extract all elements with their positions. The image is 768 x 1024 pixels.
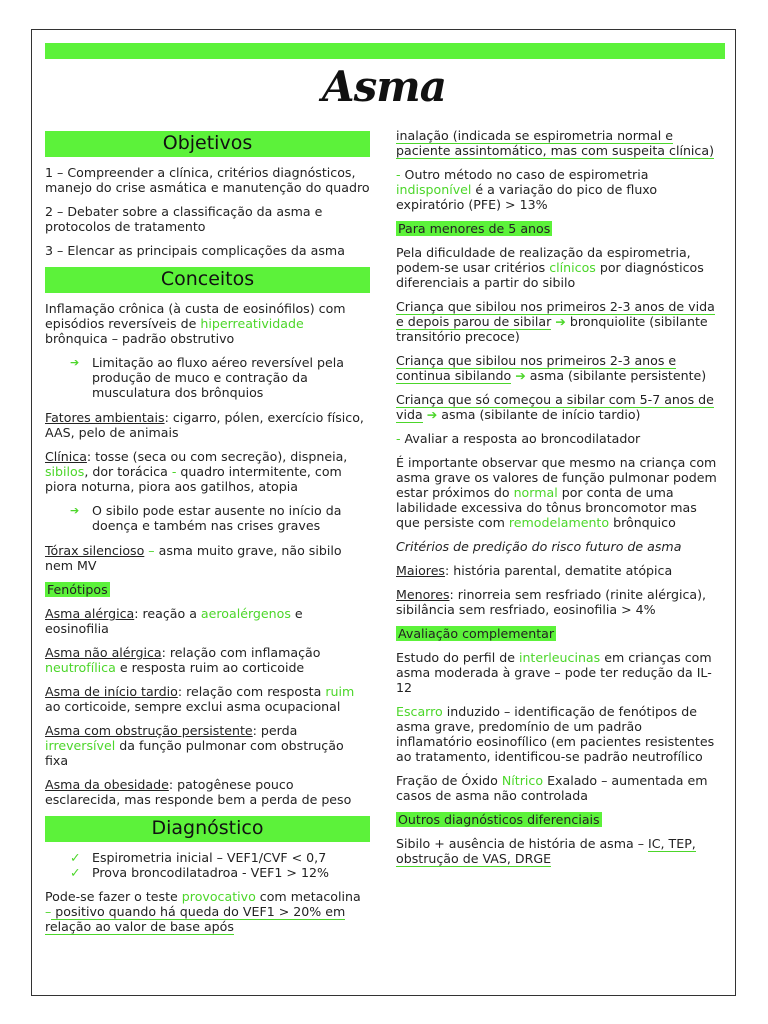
highlight: -: [396, 167, 401, 182]
text: Avaliar a resposta ao broncodilatador: [400, 431, 641, 446]
label: Clínica: [45, 449, 87, 464]
inalacao: [396, 128, 721, 158]
arrow-icon: ➔: [70, 356, 80, 369]
text: : história parental, dematite atópica: [445, 563, 673, 578]
text: : relação com resposta: [177, 684, 326, 699]
avaliar-resposta: [396, 431, 721, 446]
arrow-icon: ➔: [426, 407, 438, 422]
objetivo-3: 3 – Elencar as principais complicações da asma: [45, 243, 345, 258]
text: e resposta ruim ao corticoide: [115, 660, 305, 675]
crianca-transitorio: [396, 299, 721, 344]
label: Menores: [396, 587, 450, 602]
right-column: [396, 128, 721, 875]
text: Sibilo + ausência de história de asma –: [396, 836, 649, 851]
fenotipo-obesidade: [45, 777, 370, 807]
highlight: -: [171, 464, 177, 479]
text: : relação com inflamação: [161, 645, 321, 660]
highlight: clínicos: [549, 260, 596, 275]
underlined-text: positivo quando há queda do VEF1 > 20% em relação ao valor de base após: [45, 904, 346, 934]
interleucinas: [396, 650, 721, 695]
crianca-persistente: [396, 353, 721, 383]
crianca-tardio: [396, 392, 721, 422]
criterios-predicao: Critérios de predição do risco futuro de asma: [396, 539, 682, 554]
bullet-sibilo: [45, 503, 370, 533]
text: ao corticoide, sempre exclui asma ocupacional: [45, 699, 341, 714]
text: Pela dificuldade de realização da espirometria, podem-se usar critérios: [396, 245, 691, 275]
label: Asma da obesidade: [45, 777, 169, 792]
fenotipo-alergica: [45, 606, 370, 636]
highlight: –: [45, 904, 52, 919]
escarro-induzido: [396, 704, 721, 764]
conceito-inflamacao: [45, 301, 370, 346]
text: : tosse (seca ou com secreção), dispneia,: [86, 449, 348, 464]
objetivo-2: 2 – Debater sobre a classificação da asma e protocolos de tratamento: [45, 204, 323, 234]
highlight: provocativo: [181, 889, 256, 904]
text: Inflamação crônica (à custa de eosinófilos) com episódios reversíveis de: [45, 301, 346, 331]
highlight: irreversível: [45, 738, 116, 753]
text: brônquica – padrão obstrutivo: [45, 331, 235, 346]
fenotipo-inicio-tardio: [45, 684, 370, 714]
left-column: [45, 128, 370, 943]
text: induzido – identificação de fenótipos de asma grave, predomínio de um padrão inflamatório eosinofílico (em pacientes resistentes ao tratamento, identificou-se padrão neutrofílico: [396, 704, 715, 764]
clinica: [45, 449, 370, 494]
check-icon: ✓: [70, 850, 81, 865]
arrow-icon: ➔: [515, 368, 526, 383]
text: : reação a: [134, 606, 201, 621]
fenotipo-obstrucao: [45, 723, 370, 768]
text: Limitação ao fluxo aéreo reversível pela produção de muco e contração da musculatura dos brônquios: [92, 355, 344, 400]
text: É importante observar que mesmo na criança com asma grave os valores de função pulmonar podem estar próximos do: [396, 455, 717, 500]
menores-heading: [396, 221, 721, 236]
tag: Fenótipos: [47, 582, 108, 597]
highlight: –: [144, 543, 155, 558]
fatores-ambientais: [45, 410, 370, 440]
text: asma (sibilante persistente): [525, 368, 707, 383]
tag: Para menores de 5 anos: [398, 221, 551, 236]
oxido-nitrico: [396, 773, 721, 803]
teste-provocativo: [45, 889, 370, 934]
text: brônquico: [609, 515, 676, 530]
highlight: normal: [513, 485, 558, 500]
highlight: Nítrico: [501, 773, 544, 788]
dificuldade-espirometria: [396, 245, 721, 290]
fenotipo-nao-alergica: [45, 645, 370, 675]
text: da função pulmonar com obstrução fixa: [45, 738, 344, 768]
text: O sibilo pode estar ausente no início da doença e também nas crises graves: [92, 503, 342, 533]
text: quadro intermitente, com piora noturna, piora aos gatilhos, atopia: [45, 464, 342, 494]
check-icon: ✓: [70, 865, 81, 880]
label: Tórax silencioso: [45, 543, 145, 558]
text: , dor torácica: [84, 464, 172, 479]
diferenciais: [396, 836, 721, 866]
text: com metacolina: [255, 889, 361, 904]
underlined-text: Criança que só começou a sibilar com 5-7 anos de vida: [396, 392, 714, 422]
text: Fração de Óxido: [396, 773, 502, 788]
highlight: indisponível: [396, 182, 472, 197]
tag: Outros diagnósticos diferenciais: [398, 812, 600, 827]
page-title: Asma: [322, 62, 446, 111]
criterios-menores: [396, 587, 721, 617]
text: em crianças com asma moderada à grave – pode ter redução da IL-12: [396, 650, 712, 695]
text: asma (sibilante de início tardio): [437, 407, 641, 422]
text: bronquiolite (sibilante transitório precoce): [396, 314, 708, 344]
highlight: neutrofílica: [45, 660, 116, 675]
underlined-text: inalação (indicada se espirometria normal e paciente assintomático, mas com suspeita clínica): [396, 128, 714, 158]
label: Asma com obstrução persistente: [45, 723, 253, 738]
label: Asma de início tardio: [45, 684, 178, 699]
label: Asma não alérgica: [45, 645, 162, 660]
fenotipos-heading: [45, 582, 370, 597]
criterios-maiores: [396, 563, 721, 578]
highlight: ruim: [325, 684, 355, 699]
avaliacao-heading: [396, 626, 721, 641]
text: asma muito grave, não sibilo nem MV: [45, 543, 342, 573]
highlight: interleucinas: [518, 650, 601, 665]
label: Maiores: [396, 563, 445, 578]
check-espirometria: [45, 850, 370, 865]
arrow-icon: ➔: [555, 314, 566, 329]
importante-observar: [396, 455, 721, 530]
torax-silencioso: [45, 543, 370, 573]
text: : perda: [252, 723, 298, 738]
text: é a variação do pico de fluxo expiratório (PFE) > 13%: [396, 182, 658, 212]
section-diagnostico: Diagnóstico: [45, 816, 370, 842]
label: Asma alérgica: [45, 606, 135, 621]
tag: Avaliação complementar: [398, 626, 555, 641]
highlight: -: [396, 431, 401, 446]
bullet-limitacao: [45, 355, 370, 400]
text: Exalado – aumentada em casos de asma não controlada: [396, 773, 708, 803]
text: Prova broncodilatadroa - VEF1 > 12%: [92, 865, 329, 880]
text: Pode-se fazer o teste: [45, 889, 182, 904]
underlined-text: IC, TEP, obstrução de VAS, DRGE: [396, 836, 696, 866]
section-conceitos: Conceitos: [45, 267, 370, 293]
pfe: [396, 167, 721, 212]
text: : cigarro, pólen, exercício físico, AAS, pelo de animais: [45, 410, 364, 440]
text: e eosinofilia: [45, 606, 303, 636]
text: : patogênese pouco esclarecida, mas responde bem a perda de peso: [45, 777, 352, 807]
underlined-text: Criança que sibilou nos primeiros 2-3 anos de vida e depois parou de sibilar: [396, 299, 715, 329]
check-prova: [45, 865, 370, 880]
arrow-icon: ➔: [70, 504, 80, 517]
highlight: remodelamento: [508, 515, 610, 530]
text: Estudo do perfil de: [396, 650, 519, 665]
text: por conta de uma labilidade excessiva do tônus broncomotor mas que persiste com: [396, 485, 697, 530]
highlight: aeroalérgenos: [200, 606, 291, 621]
highlight: hiperreatividade: [200, 316, 304, 331]
outros-heading: [396, 812, 721, 827]
section-objetivos: Objetivos: [45, 131, 370, 157]
objetivo-1: 1 – Compreender a clínica, critérios diagnósticos, manejo do crise asmática e manutenção do quadro: [45, 165, 370, 195]
text: Outro método no caso de espirometria: [400, 167, 649, 182]
text: por diagnósticos diferenciais a partir do sibilo: [396, 260, 704, 290]
highlight: sibilos: [45, 464, 85, 479]
top-accent-bar: [45, 43, 725, 59]
highlight: Escarro: [396, 704, 443, 719]
text: : rinorreia sem resfriado (rinite alérgica), sibilância sem resfriado, eosinofilia > 4%: [396, 587, 707, 617]
underlined-text: Criança que sibilou nos primeiros 2-3 anos e continua sibilando: [396, 353, 677, 383]
label: Fatores ambientais: [45, 410, 165, 425]
text: Espirometria inicial – VEF1/CVF < 0,7: [92, 850, 327, 865]
